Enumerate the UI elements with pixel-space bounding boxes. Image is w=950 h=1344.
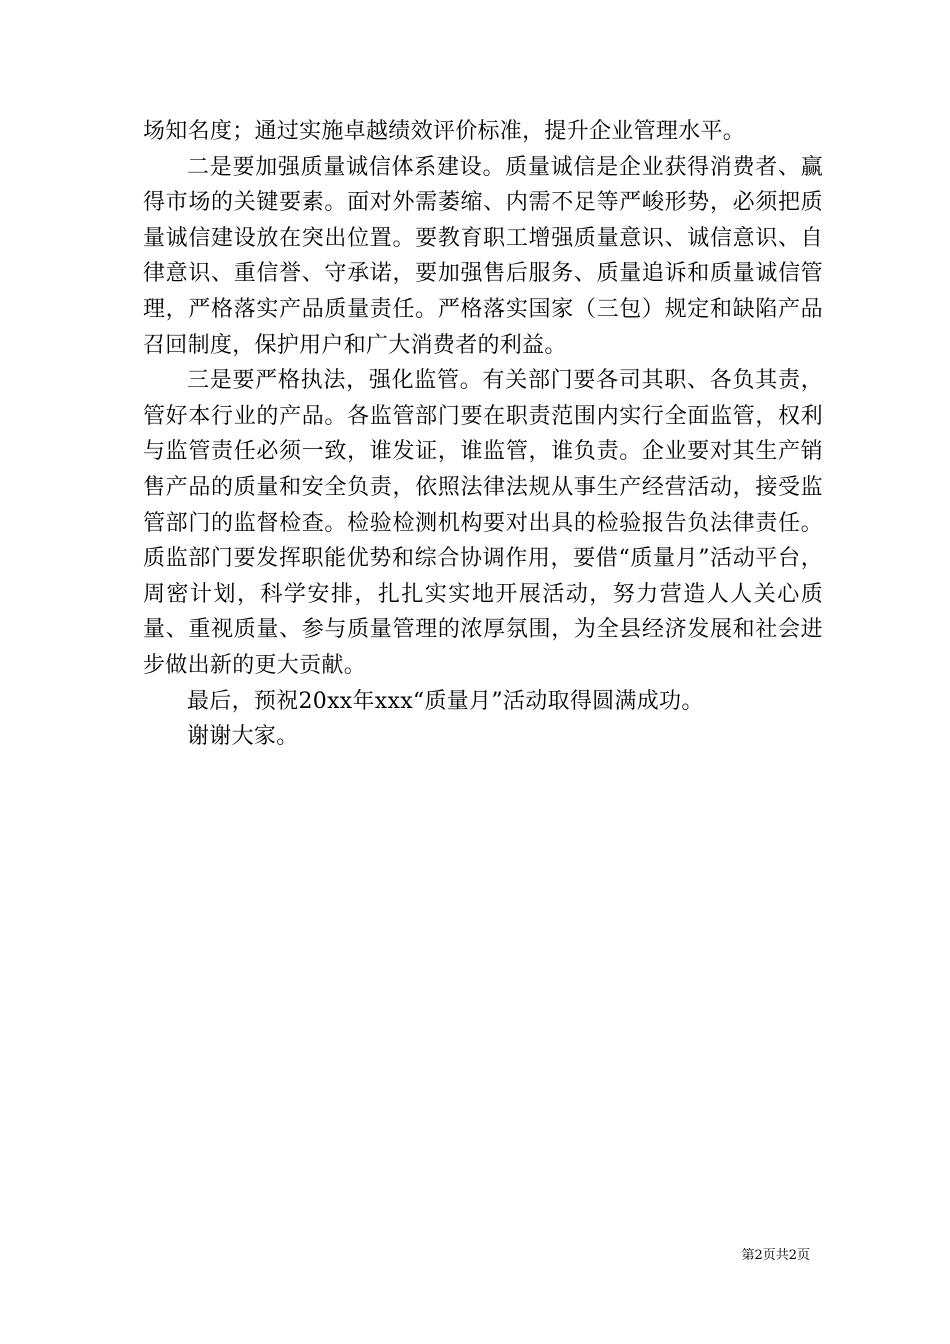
paragraph-continuation: 场知名度；通过实施卓越绩效评价标准，提升企业管理水平。 xyxy=(143,119,746,144)
paragraph-thanks: 谢谢大家。 xyxy=(187,724,299,750)
paragraph-quality-integrity: 二是要加强质量诚信体系建设。质量诚信是企业获得消费者、赢得市场的关键要素。面对外需萎缩、内需不足等严峻形势，必须把质量诚信建设放在突出位置。要教育职工增强质量意识、诚信意识、自律意识、重信誉、守承诺，要加强售后服务、质量追诉和质量诚信管理，严格落实产品质量责任。严格落实国家（三包）规定和缺陷产品召回制度，保护用户和广大消费者的利益。 xyxy=(143,154,823,358)
paragraph-law-enforcement: 三是要严格执法，强化监管。有关部门要各司其职、各负其责，管好本行业的产品。各监管部门要在职责范围内实行全面监管，权利与监管责任必须一致，谁发证，谁监管，谁负责。企业要对其生产销售产品的质量和安全负责，依照法律法规从事生产经营活动，接受监管部门的监督检查。检验检测机构要对出具的检验报告负法律责任。质监部门要发挥职能优势和综合协调作用，要借“质量月”活动平台，周密计划，科学安排，扎扎实实地开展活动，努力营造人人关心质量、重视质量、参与质量管理的浓厚氛围，为全县经济发展和社会进步做出新的更大贡献。 xyxy=(143,368,823,678)
paragraph-closing-wish: 最后，预祝20xx年xxx“质量月”活动取得圆满成功。 xyxy=(187,688,704,714)
page-number-footer: 第2页共2页 xyxy=(741,1248,810,1263)
document-body xyxy=(143,114,823,755)
